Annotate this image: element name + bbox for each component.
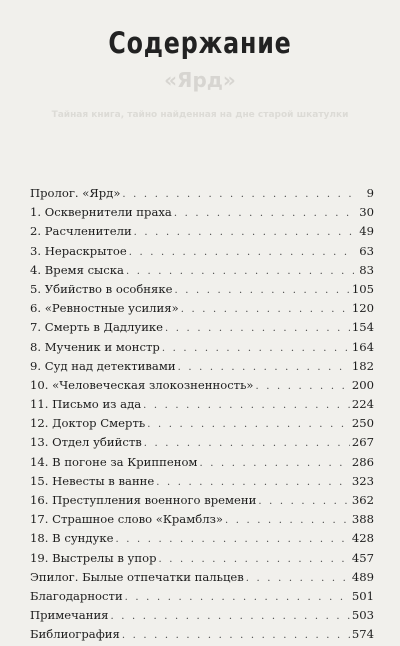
toc-entry xyxy=(30,568,374,587)
toc-leader-dots xyxy=(122,626,350,645)
toc-entry-page: 164 xyxy=(351,339,374,354)
toc-leader-dots xyxy=(165,319,350,338)
toc-entry-title: 5. Убийство в особняке xyxy=(30,281,173,296)
toc-entry-title: 13. Отдел убийств xyxy=(30,435,142,450)
toc-entry xyxy=(30,222,374,241)
toc-entry-page: 154 xyxy=(351,320,374,335)
toc-entry xyxy=(30,414,374,433)
toc-entry-page: 105 xyxy=(351,281,374,296)
toc-entry-page: 362 xyxy=(351,493,374,507)
toc-entry-title: 14. В погоне за Криппеном xyxy=(30,454,198,469)
toc-entry xyxy=(30,491,374,510)
toc-leader-dots xyxy=(256,377,350,396)
toc-entry-page: 388 xyxy=(351,512,374,527)
toc-entry-page: 501 xyxy=(351,588,374,603)
toc-leader-dots xyxy=(115,530,349,549)
toc-entry-title: Благодарности xyxy=(30,588,123,603)
toc-leader-dots xyxy=(143,396,350,415)
table-of-contents xyxy=(30,184,374,645)
toc-leader-dots xyxy=(125,588,350,607)
page-title: Содержание xyxy=(108,26,292,60)
toc-entry-page: 224 xyxy=(351,397,374,412)
toc-entry xyxy=(30,338,374,357)
toc-entry xyxy=(30,318,374,337)
toc-entry-title: 4. Время сыска xyxy=(30,262,124,277)
toc-entry-title: 10. «Человеческая злокозненность» xyxy=(30,377,254,392)
toc-entry-title: 2. Расчленители xyxy=(30,224,132,239)
toc-leader-dots xyxy=(181,300,350,319)
toc-entry-title: 8. Мученик и монстр xyxy=(30,339,160,354)
toc-entry-page: 267 xyxy=(351,435,374,450)
toc-entry-page: 250 xyxy=(351,416,374,431)
toc-entry xyxy=(30,433,374,452)
toc-leader-dots xyxy=(144,434,350,453)
toc-entry-page: 182 xyxy=(351,358,374,373)
toc-entry-title: 15. Невесты в ванне xyxy=(30,473,155,488)
toc-entry-title: Библиография xyxy=(30,627,120,642)
bleed-through-text: «Ярд» xyxy=(164,68,236,92)
toc-entry-title: 16. Преступления военного времени xyxy=(30,493,257,507)
toc-entry-title: Примечания xyxy=(30,608,109,623)
toc-leader-dots xyxy=(156,473,350,492)
toc-entry-page: 83 xyxy=(359,262,374,277)
toc-entry-title: 1. Осквернители праха xyxy=(30,205,172,220)
toc-entry-title: Пролог. «Ярд» xyxy=(30,186,121,200)
toc-entry-page: 323 xyxy=(351,473,374,488)
toc-entry xyxy=(30,261,374,280)
toc-entry-title: 17. Страшное слово «Крамблз» xyxy=(30,512,223,527)
toc-entry xyxy=(30,203,374,222)
toc-entry xyxy=(30,395,374,414)
toc-leader-dots xyxy=(110,607,349,626)
toc-entry xyxy=(30,299,374,318)
toc-leader-dots xyxy=(162,339,350,358)
toc-entry-title: 11. Письмо из ада xyxy=(30,397,142,412)
toc-entry xyxy=(30,357,374,376)
toc-entry-title: 7. Смерть в Дадлуике xyxy=(30,320,164,335)
toc-entry-title: 3. Нераскрытое xyxy=(30,243,127,258)
toc-entry-page: 49 xyxy=(359,224,374,239)
toc-entry-page: 286 xyxy=(351,454,374,469)
toc-leader-dots xyxy=(178,358,350,377)
toc-entry-page: 574 xyxy=(351,627,374,642)
toc-entry-page: 63 xyxy=(359,243,374,258)
toc-entry-page: 489 xyxy=(351,569,374,584)
toc-entry-page: 200 xyxy=(351,377,374,392)
toc-leader-dots xyxy=(199,454,349,473)
toc-leader-dots xyxy=(129,243,354,262)
toc-entry-page: 503 xyxy=(351,608,374,623)
toc-leader-dots xyxy=(122,185,354,204)
toc-entry-title: 6. «Ревностные усилия» xyxy=(30,301,179,316)
toc-entry-title: 19. Выстрелы в упор xyxy=(30,550,157,565)
bleed-through-subtitle: Тайная книга, тайно найденная на дне старой шкатулки xyxy=(51,110,349,120)
toc-entry xyxy=(30,453,374,472)
toc-leader-dots xyxy=(159,550,350,569)
toc-entry-page: 457 xyxy=(351,550,374,565)
toc-entry-title: 12. Доктор Смерть xyxy=(30,416,146,431)
toc-leader-dots xyxy=(174,204,354,223)
toc-leader-dots xyxy=(134,223,354,242)
toc-entry-page: 120 xyxy=(351,301,374,316)
toc-entry xyxy=(30,529,374,548)
toc-entry-title: Эпилог. Былые отпечатки пальцев xyxy=(30,569,244,584)
toc-leader-dots xyxy=(246,569,350,588)
toc-leader-dots xyxy=(225,511,350,530)
toc-entry-title: 18. В сундуке xyxy=(30,531,114,546)
toc-entry xyxy=(30,472,374,491)
toc-entry xyxy=(30,625,374,644)
toc-entry-page: 428 xyxy=(351,531,374,546)
toc-entry xyxy=(30,587,374,606)
toc-leader-dots xyxy=(147,415,350,434)
toc-entry xyxy=(30,280,374,299)
toc-leader-dots xyxy=(126,262,354,281)
toc-entry-page: 30 xyxy=(359,205,374,220)
toc-entry xyxy=(30,376,374,395)
toc-entry-page: 9 xyxy=(366,186,374,200)
toc-entry xyxy=(30,510,374,529)
toc-leader-dots xyxy=(258,492,350,511)
toc-entry xyxy=(30,184,374,203)
toc-leader-dots xyxy=(174,281,349,300)
toc-entry xyxy=(30,242,374,261)
toc-entry xyxy=(30,549,374,568)
toc-entry-title: 9. Суд над детективами xyxy=(30,358,176,373)
toc-entry xyxy=(30,606,374,625)
